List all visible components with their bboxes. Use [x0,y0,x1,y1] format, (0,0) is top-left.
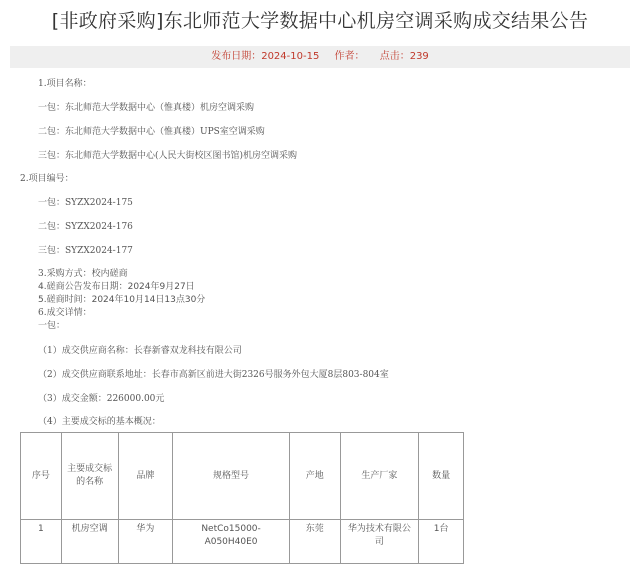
section-project-number: 2.项目编号： [20,174,74,184]
header-serial: 序号 [21,433,62,520]
package-1-label: 一包： [38,321,66,331]
header-brand: 品牌 [118,433,173,520]
header-quantity: 数量 [419,433,464,520]
procurement-method: 3.采购方式：校内磋商 [38,269,128,279]
cell-model: NetCo15000-A050H40E0 [173,520,290,564]
negotiation-time: 5.磋商时间：2024年10月14日13点30分 [38,295,206,305]
cell-brand: 华为 [118,520,173,564]
announcement-date: 4.磋商公告发布日期：2024年9月27日 [38,282,195,292]
deal-overview-label: （4）主要成交标的基本概况： [38,417,161,427]
cell-quantity: 1台 [419,520,464,564]
section-deal-details: 6.成交详情： [38,308,92,318]
deal-items-table [20,432,464,564]
cell-item-name: 机房空调 [61,520,118,564]
header-model: 规格型号 [173,433,290,520]
supplier-name: （1）成交供应商名称：长春新睿双龙科技有限公司 [38,346,242,356]
package-1-number: 一包：SYZX2024-175 [38,198,133,208]
deal-amount: （3）成交金额：226000.00元 [38,394,165,404]
header-manufacturer: 生产厂家 [340,433,419,520]
table-header-row [21,433,464,520]
package-2-name: 二包：东北师范大学数据中心（惟真楼）UPS室空调采购 [38,127,265,137]
article-meta-bar [10,46,630,68]
cell-serial: 1 [21,520,62,564]
table-row [21,520,464,564]
package-1-name: 一包：东北师范大学数据中心（惟真楼）机房空调采购 [38,103,255,113]
package-3-name: 三包：东北师范大学数据中心(人民大街校区图书馆)机房空调采购 [38,151,298,161]
header-item-name: 主要成交标的名称 [61,433,118,520]
cell-origin: 东莞 [289,520,340,564]
author: 作者： [334,51,365,62]
section-project-name: 1.项目名称： [38,79,92,89]
header-origin: 产地 [289,433,340,520]
supplier-address: （2）成交供应商联系地址：长春市高新区前进大街2326号服务外包大厦8层803-804室 [38,370,389,380]
page-title: [非政府采购]东北师范大学数据中心机房空调采购成交结果公告 [51,10,589,32]
publish-date: 发布日期：2024-10-15 [211,51,320,62]
click-count: 点击：239 [379,51,429,62]
package-3-number: 三包：SYZX2024-177 [38,246,133,256]
cell-manufacturer: 华为技术有限公司 [340,520,419,564]
package-2-number: 二包：SYZX2024-176 [38,222,133,232]
